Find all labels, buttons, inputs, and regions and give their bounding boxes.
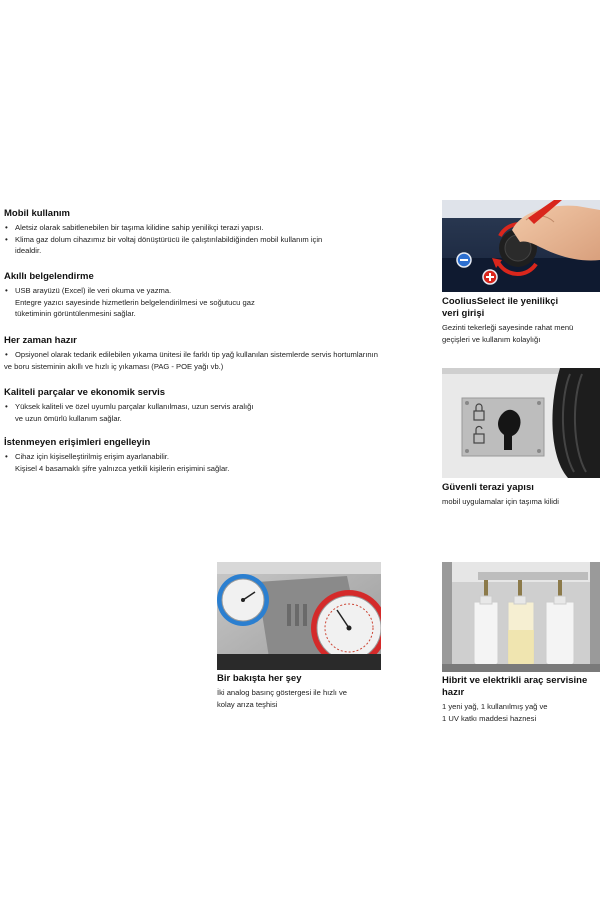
gauges-caption bbox=[217, 673, 387, 710]
hybrid-caption bbox=[442, 675, 600, 724]
section-title: Mobil kullanım bbox=[4, 208, 70, 219]
section-prevent-access bbox=[4, 437, 424, 474]
caption-title: Hibrit ve elektrikli araç servisine bbox=[442, 675, 588, 686]
caption-title: CooliusSelect ile yenilikçi bbox=[442, 296, 559, 307]
caption-title: Güvenli terazi yapısı bbox=[442, 482, 534, 493]
bullet-line: • Cihaz için kişiselleştirilmiş erişim ayarlanabilir. bbox=[4, 451, 424, 463]
caption-description: 1 yeni yağ, 1 kullanılmış yağ ve bbox=[442, 702, 548, 711]
section-title: Her zaman hazır bbox=[4, 335, 77, 346]
caption-description: Gezinti tekerleği sayesinde rahat menü bbox=[442, 323, 574, 332]
coolius-select-photo bbox=[442, 200, 600, 292]
pressure-gauges-image bbox=[217, 562, 381, 670]
bullet-line: • Klima gaz dolum cihazımız bir voltaj dönüştürücü ile çalıştırılabildiğinden mobil kullanım için bbox=[4, 234, 424, 246]
knob-hand-image bbox=[442, 200, 600, 292]
continuation-line: Entegre yazıcı sayesinde hizmetlerin belgelendirilmesi ve soğutucu gaz bbox=[15, 297, 255, 307]
continuation-line: Kişisel 4 basamaklı şifre yalnızca yetkili kişilerin erişimini sağlar. bbox=[15, 463, 230, 473]
continuation-line: tüketiminin görüntülenmesini sağlar. bbox=[15, 309, 136, 318]
oil-bottles-image bbox=[442, 562, 600, 672]
caption-description: mobil uygulamalar için taşıma kilidi bbox=[442, 497, 559, 506]
caption-title: Bir bakışta her şey bbox=[217, 673, 302, 684]
section-always-ready bbox=[4, 335, 424, 372]
bullet-line: • USB arayüzü (Excel) ile veri okuma ve yazma. bbox=[4, 285, 424, 297]
caption-description: 1 UV katkı maddesi haznesi bbox=[442, 713, 537, 723]
section-title: Kaliteli parçalar ve ekonomik servis bbox=[4, 387, 166, 398]
safe-scale-caption bbox=[442, 482, 600, 508]
section-title: İstenmeyen erişimleri engelleyin bbox=[4, 437, 151, 448]
section-mobile-use bbox=[4, 208, 424, 257]
section-smart-documentation bbox=[4, 271, 424, 320]
continuation-line: ve uzun ömürlü kullanım sağlar. bbox=[15, 413, 122, 423]
section-title: Akıllı belgelendirme bbox=[4, 271, 94, 282]
caption-description: kolay arıza teşhisi bbox=[217, 699, 278, 709]
caption-description: İki analog basınç göstergesi ile hızlı ve bbox=[217, 688, 348, 697]
bullet-line: • Yüksek kaliteli ve özel uyumlu parçalar kullanılması, uzun servis aralığı bbox=[4, 401, 424, 413]
safe-scale-photo bbox=[442, 368, 600, 478]
caption-description: geçişleri ve kullanım kolaylığı bbox=[442, 334, 541, 344]
continuation-line: ve boru sisteminin akıllı ve hızlı iç yıkaması (PAG - POE yağı vb.) bbox=[4, 361, 224, 371]
coolius-select-caption bbox=[442, 296, 600, 345]
continuation-line: idealdir. bbox=[15, 246, 42, 255]
hybrid-bottles-photo bbox=[442, 562, 600, 672]
bullet-line: • Opsiyonel olarak tedarik edilebilen yıkama ünitesi ile farklı tip yağ kullanılan sistemlerde servis hortumlarının bbox=[4, 349, 424, 361]
section-quality-parts bbox=[4, 387, 424, 424]
lock-knob-image bbox=[442, 368, 600, 478]
caption-title: hazır bbox=[442, 687, 465, 698]
gauges-photo bbox=[217, 562, 381, 670]
bullet-line: • Aletsiz olarak sabitlenebilen bir taşıma kilidine sahip yenilikçi terazi yapısı. bbox=[4, 222, 424, 234]
caption-title: veri girişi bbox=[442, 308, 485, 319]
